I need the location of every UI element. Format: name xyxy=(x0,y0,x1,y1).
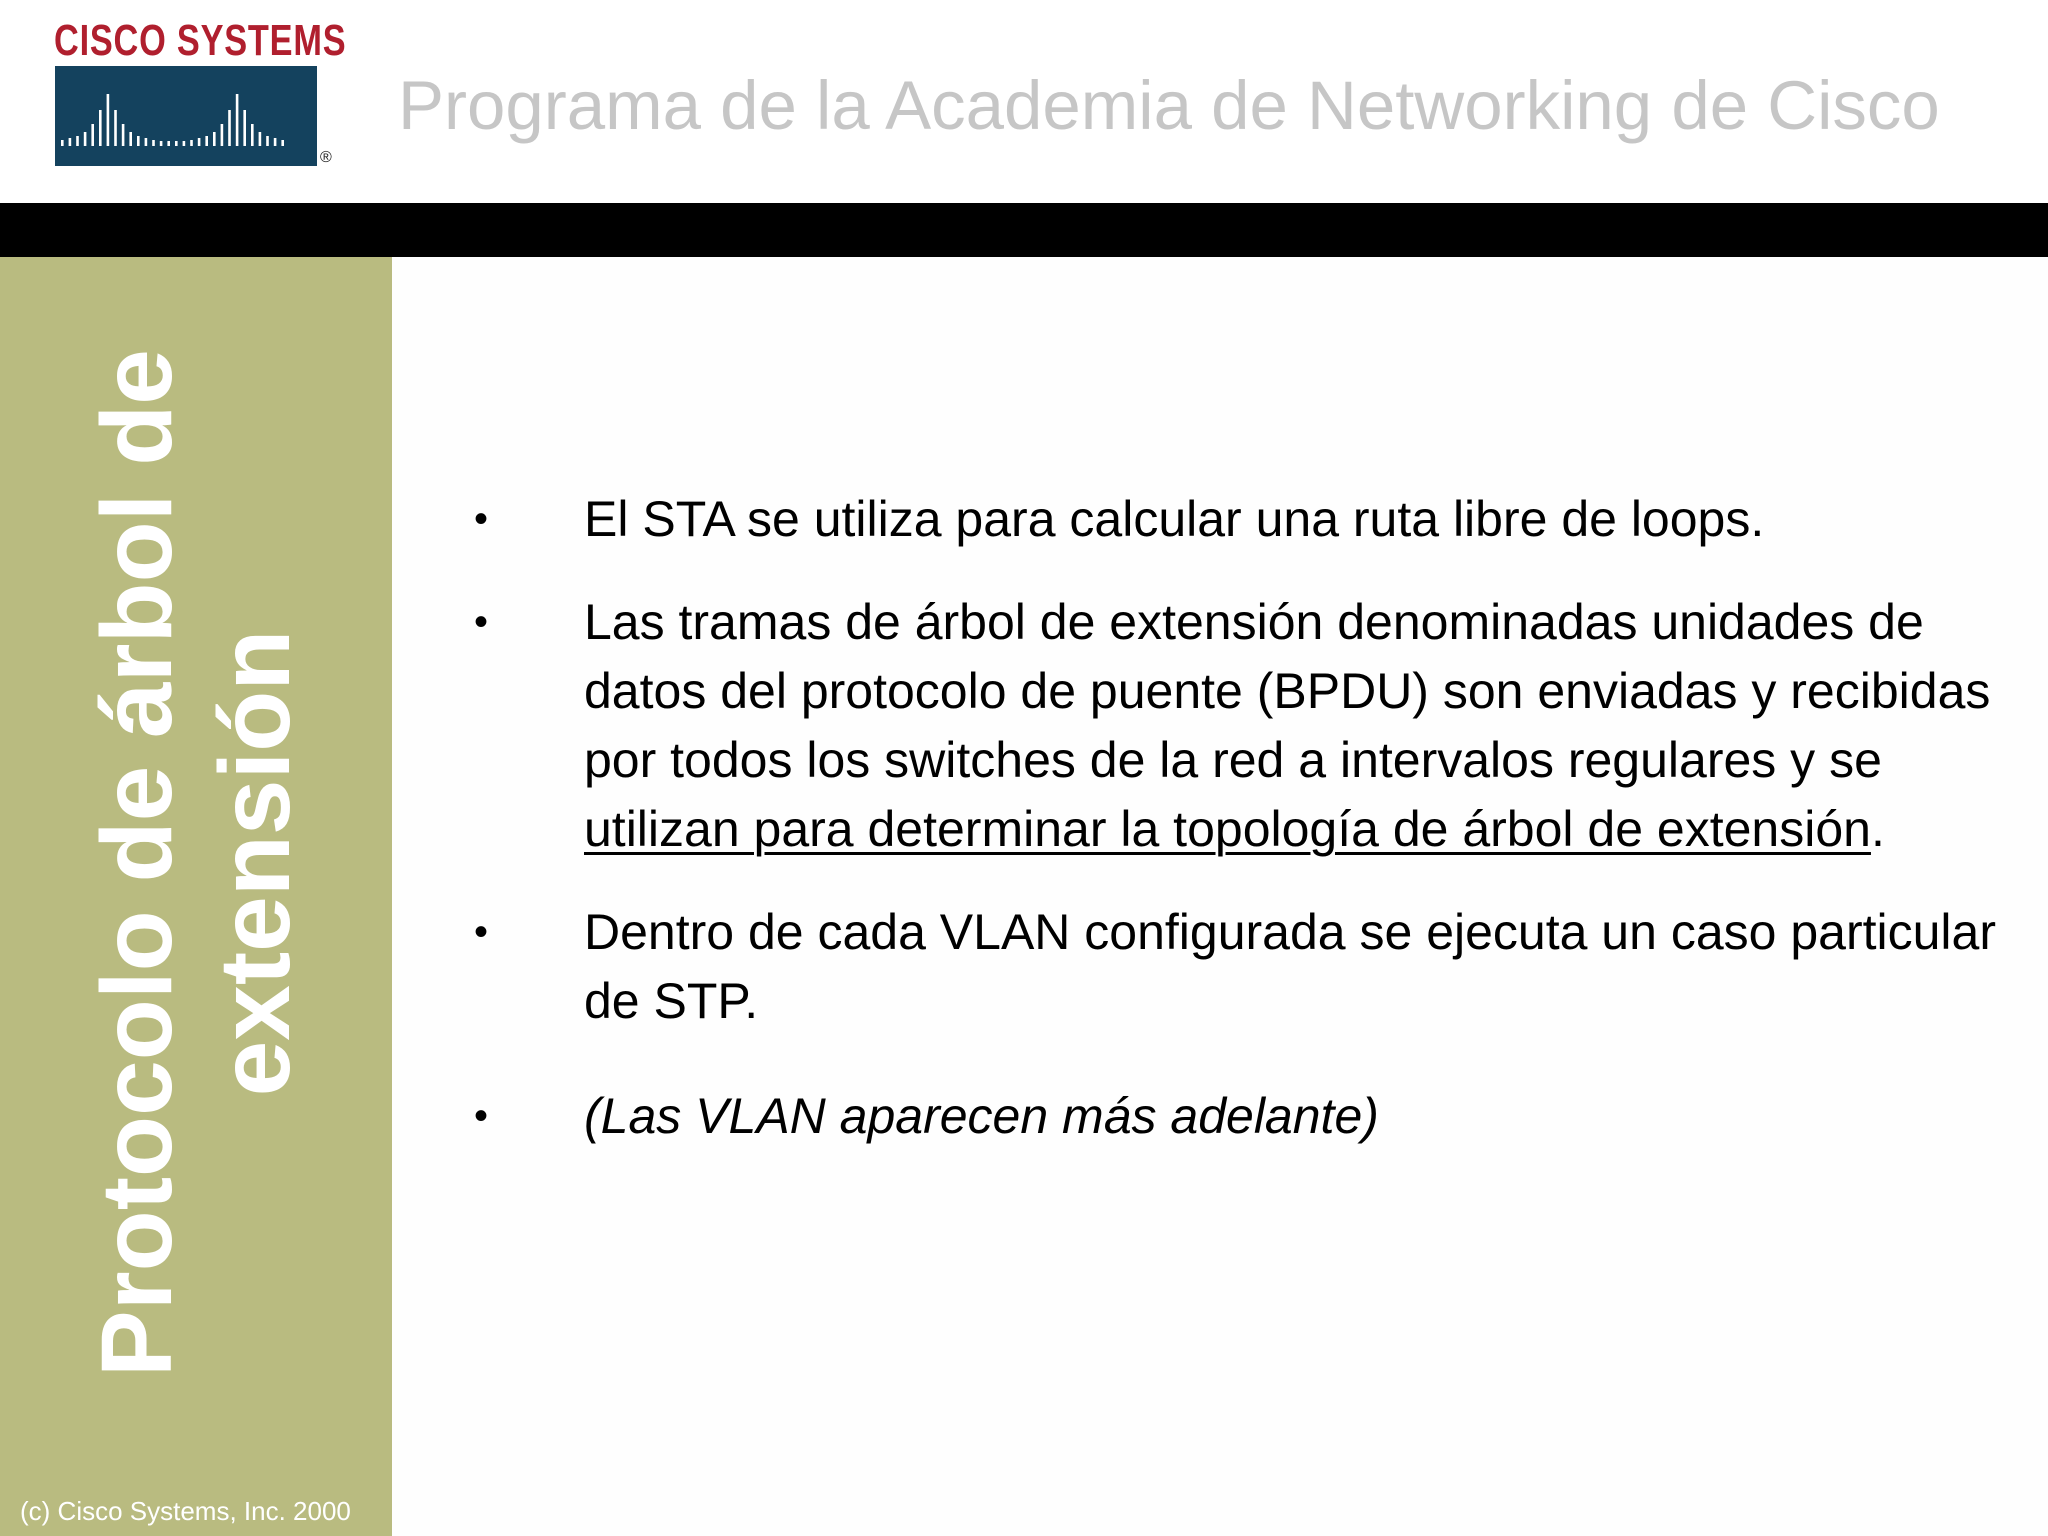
bullet-text-part: . xyxy=(1870,801,1885,857)
sidebar xyxy=(0,257,392,1536)
bullet-text xyxy=(584,594,1990,857)
logo-bar xyxy=(259,132,262,146)
logo-bar xyxy=(107,94,110,146)
logo-bar xyxy=(228,110,231,146)
cisco-logo-bars xyxy=(55,66,317,166)
logo-bar xyxy=(221,124,224,146)
logo-bar xyxy=(251,124,254,146)
cisco-logo-icon xyxy=(55,66,317,166)
bullet-text-part: Las tramas de árbol de extensión denominadas unidades de datos del protocolo de puente (BPDU) son enviadas y recibidas por todos los switches de la red a intervalos regulares y se xyxy=(584,594,1991,788)
logo-bar xyxy=(281,140,284,146)
logo-bar xyxy=(129,132,132,146)
cisco-logo-wordmark: CISCO SYSTEMS xyxy=(54,16,347,65)
slide-content xyxy=(392,257,2048,1536)
registered-mark: ® xyxy=(320,149,332,166)
logo-bar xyxy=(236,94,239,146)
logo-bar xyxy=(91,124,94,146)
logo-bar xyxy=(122,124,125,146)
slide-title: Protocolo de árbol de extensión xyxy=(81,349,311,1377)
logo-bar xyxy=(183,141,186,146)
logo-bar xyxy=(190,140,193,146)
logo-bar xyxy=(198,138,201,146)
bullet-icon: • xyxy=(474,910,489,954)
bullet-text-underlined: utilizan para determinar la topología de árbol de extensión xyxy=(584,801,1871,857)
bullet-icon: • xyxy=(474,600,489,644)
bullet-item xyxy=(392,1082,2012,1151)
logo-bar xyxy=(167,141,170,146)
logo-bar xyxy=(84,132,87,146)
logo-bar xyxy=(69,138,72,146)
logo-bar xyxy=(274,138,277,146)
bullet-text: Dentro de cada VLAN configurada se ejecuta un caso particular de STP. xyxy=(584,904,1996,1029)
logo-bar xyxy=(152,140,155,146)
bullet-item xyxy=(392,898,2012,1036)
logo-bar xyxy=(61,140,64,146)
logo-bar xyxy=(76,136,79,146)
bullet-item xyxy=(392,588,2012,864)
copyright-notice: (c) Cisco Systems, Inc. 2000 xyxy=(20,1496,351,1526)
logo-bar xyxy=(145,138,148,146)
logo-bar xyxy=(213,132,216,146)
logo-bar xyxy=(175,141,178,146)
logo-bar xyxy=(205,136,208,146)
logo-bar xyxy=(114,110,117,146)
bullet-list xyxy=(392,485,2012,1185)
logo-bar xyxy=(137,136,140,146)
bullet-text: El STA se utiliza para calcular una ruta libre de loops. xyxy=(584,491,1765,547)
slide-header xyxy=(0,0,2048,203)
logo-bar xyxy=(99,110,102,146)
logo-bar xyxy=(266,136,269,146)
logo-bar xyxy=(160,141,163,146)
bullet-item xyxy=(392,485,2012,554)
logo-bar xyxy=(243,110,246,146)
program-title: Programa de la Academia de Networking de Cisco xyxy=(398,67,1940,144)
bullet-text: (Las VLAN aparecen más adelante) xyxy=(584,1088,1379,1144)
header-divider-bar xyxy=(0,203,2048,257)
bullet-icon: • xyxy=(474,497,489,541)
bullet-icon: • xyxy=(474,1094,489,1138)
